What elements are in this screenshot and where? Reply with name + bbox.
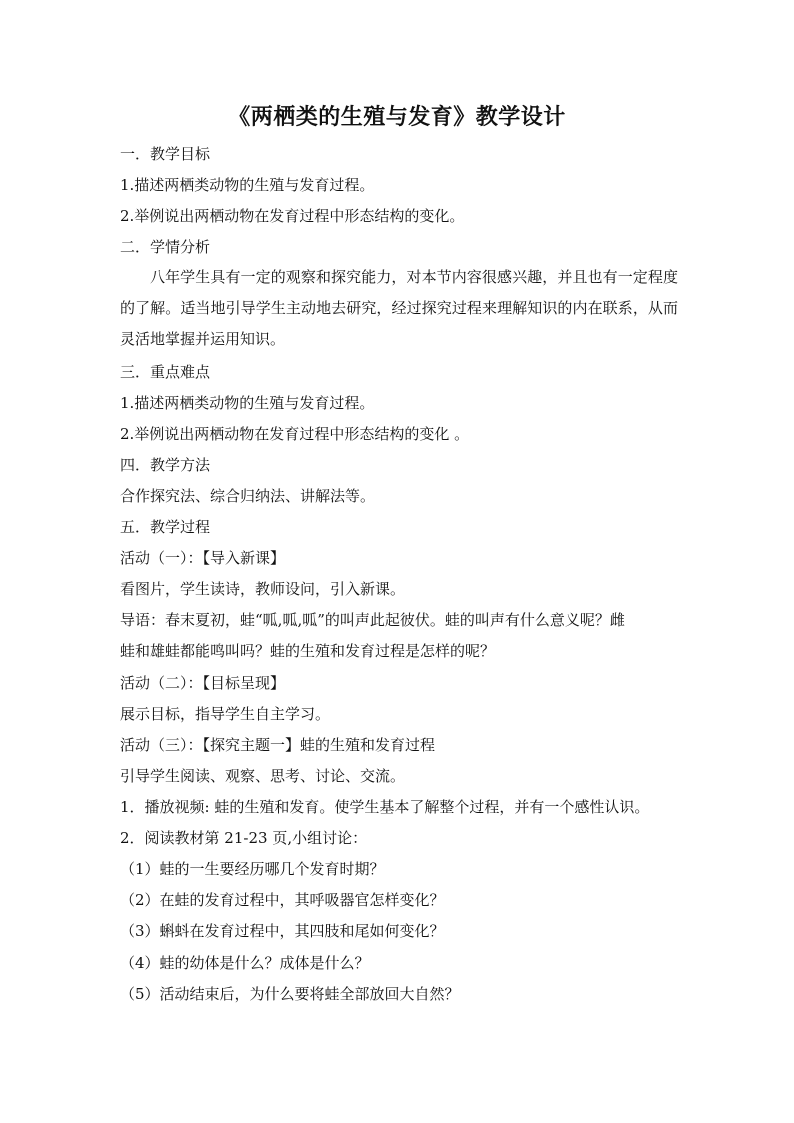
discussion-question: （3）蝌蚪在发育过程中，其四肢和尾如何变化？ xyxy=(120,922,445,940)
activity-3-heading: 活动（三）：【探究主题一】蛙的生殖和发育过程 xyxy=(120,736,436,754)
document-title: 《两栖类的生殖与发育》教学设计 xyxy=(228,104,566,130)
key-point-item-1: 1.描述两栖类动物的生殖与发育过程。 xyxy=(120,394,375,412)
activity-1-heading: 活动（一）：【导入新课】 xyxy=(120,549,286,567)
discussion-question: （2）在蛙的发育过程中，其呼吸器官怎样变化？ xyxy=(120,891,445,909)
objective-item-2: 2.举例说出两栖动物在发育过程中形态结构的变化。 xyxy=(120,207,465,225)
activity-1-guide-line-2: 蛙和雄蛙都能鸣叫吗？蛙的生殖和发育过程是怎样的呢？ xyxy=(120,642,496,660)
section-heading-objectives: 一．教学目标 xyxy=(120,145,211,163)
activity-3-text: 引导学生阅读、观察、思考、讨论、交流。 xyxy=(120,767,406,785)
student-analysis-paragraph: 八年学生具有一定的观察和探究能力，对本节内容很感兴趣，并且也有一定程度的了解。适当地引导学生主动地去研究，经过探究过程来理解知识的内在联系，从而灵活地掌握并运用知识。 xyxy=(120,268,678,348)
activity-1-guide-line-1: 导语：春末夏初，蛙“呱,呱,呱”的叫声此起彼伏。蛙的叫声有什么意义呢？雌 xyxy=(120,611,625,629)
activity-1-text: 看图片，学生读诗，教师设问，引入新课。 xyxy=(120,580,406,598)
key-point-item-2: 2.举例说出两栖动物在发育过程中形态结构的变化 。 xyxy=(120,425,470,443)
activity-3-step-1: 1．播放视频: 蛙的生殖和发育。使学生基本了解整个过程，并有一个感性认识。 xyxy=(120,798,650,816)
objective-item-1: 1.描述两栖类动物的生殖与发育过程。 xyxy=(120,176,375,194)
activity-2-heading: 活动（二）：【目标呈现】 xyxy=(120,674,286,692)
discussion-question: （1）蛙的一生要经历哪几个发育时期？ xyxy=(120,860,385,878)
discussion-question: （5）活动结束后，为什么要将蛙全部放回大自然？ xyxy=(120,985,460,1003)
section-heading-key-points: 三．重点难点 xyxy=(120,363,211,381)
section-heading-methods: 四．教学方法 xyxy=(120,456,211,474)
activity-3-step-2: 2．阅读教材第 21-23 页,小组讨论： xyxy=(120,829,368,847)
discussion-question: （4）蛙的幼体是什么？成体是什么？ xyxy=(120,954,370,972)
activity-2-text: 展示目标，指导学生自主学习。 xyxy=(120,705,331,723)
section-heading-student-analysis: 二．学情分析 xyxy=(120,238,211,256)
methods-text: 合作探究法、综合归纳法、讲解法等。 xyxy=(120,487,376,505)
section-heading-process: 五．教学过程 xyxy=(120,518,211,536)
